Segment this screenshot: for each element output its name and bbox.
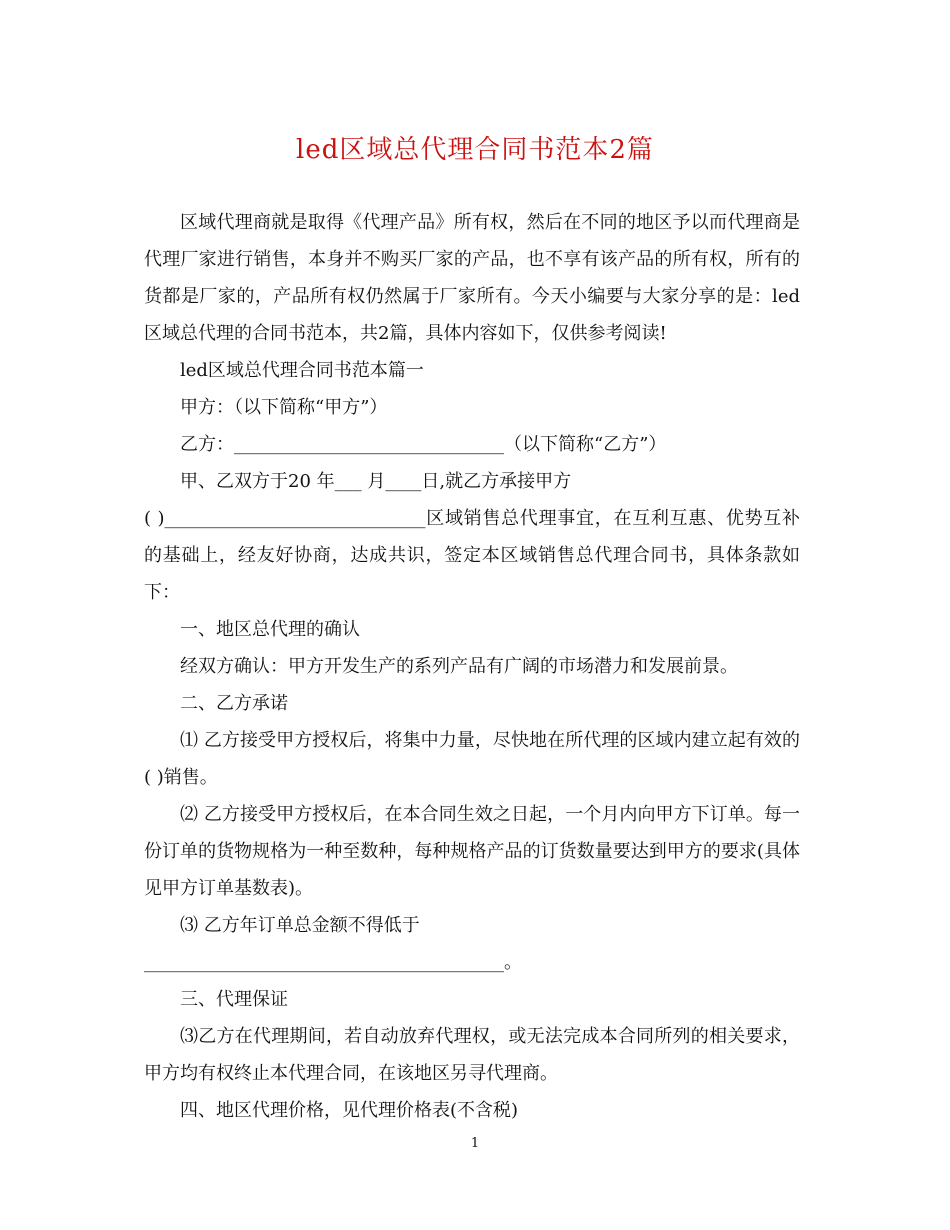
party-b-line: 乙方：______________________________（以下简称“乙方”）	[180, 434, 667, 455]
document-body	[144, 204, 800, 1129]
section-2-heading: 二、乙方承诺	[180, 693, 288, 714]
clause-2-3: ⑶ 乙方年订单总金额不得低于	[180, 915, 420, 936]
section-1-heading: 一、地区总代理的确认	[180, 619, 360, 640]
clause-2-3-amount-line: ________________________________________。	[144, 952, 522, 973]
section-3-heading: 三、代理保证	[180, 989, 288, 1010]
agreement-date-line: 甲、乙双方于20 年___ 月____日,就乙方承接甲方	[180, 471, 572, 492]
clause-2-2: ⑵ 乙方接受甲方授权后，在本合同生效之日起，一个月内向甲方下订单。每一份订单的货物规格为一种至数种，每种规格产品的订货数量要达到甲方的要求(具体见甲方订单基数表)。	[144, 804, 800, 899]
document-title: led区域总代理合同书范本2篇	[296, 135, 654, 165]
page-number: 1	[470, 1136, 480, 1151]
party-a-line: 甲方：（以下简称“甲方”）	[180, 397, 388, 418]
section-4-heading: 四、地区代理价格，见代理价格表(不含税)	[180, 1100, 519, 1121]
clause-3-3: ⑶乙方在代理期间，若自动放弃代理权，或无法完成本合同所列的相关要求，甲方均有权终止本代理合同，在该地区另寻代理商。	[144, 1026, 800, 1084]
intro-paragraph: 区域代理商就是取得《代理产品》所有权，然后在不同的地区予以而代理商是代理厂家进行销售，本身并不购买厂家的产品，也不享有该产品的所有权，所有的货都是厂家的，产品所有权仍然属于厂家所有。今天小编要与大家分享的是：led区域总代理的合同书范本，共2篇，具体内容如下，仅供参考阅读!	[144, 212, 800, 344]
section-1-text: 经双方确认：甲方开发生产的系列产品有广阔的市场潜力和发展前景。	[180, 656, 738, 677]
agreement-scope-paragraph: ( )_____________________________区域销售总代理事宜，在互利互惠、优势互补的基础上，经友好协商，达成共识，签定本区域销售总代理合同书，具体条款如下：	[144, 508, 800, 603]
clause-2-1: ⑴ 乙方接受甲方授权后，将集中力量，尽快地在所代理的区域内建立起有效的( )销售。	[144, 730, 800, 788]
contract-heading: led区域总代理合同书范本篇一	[180, 360, 424, 381]
